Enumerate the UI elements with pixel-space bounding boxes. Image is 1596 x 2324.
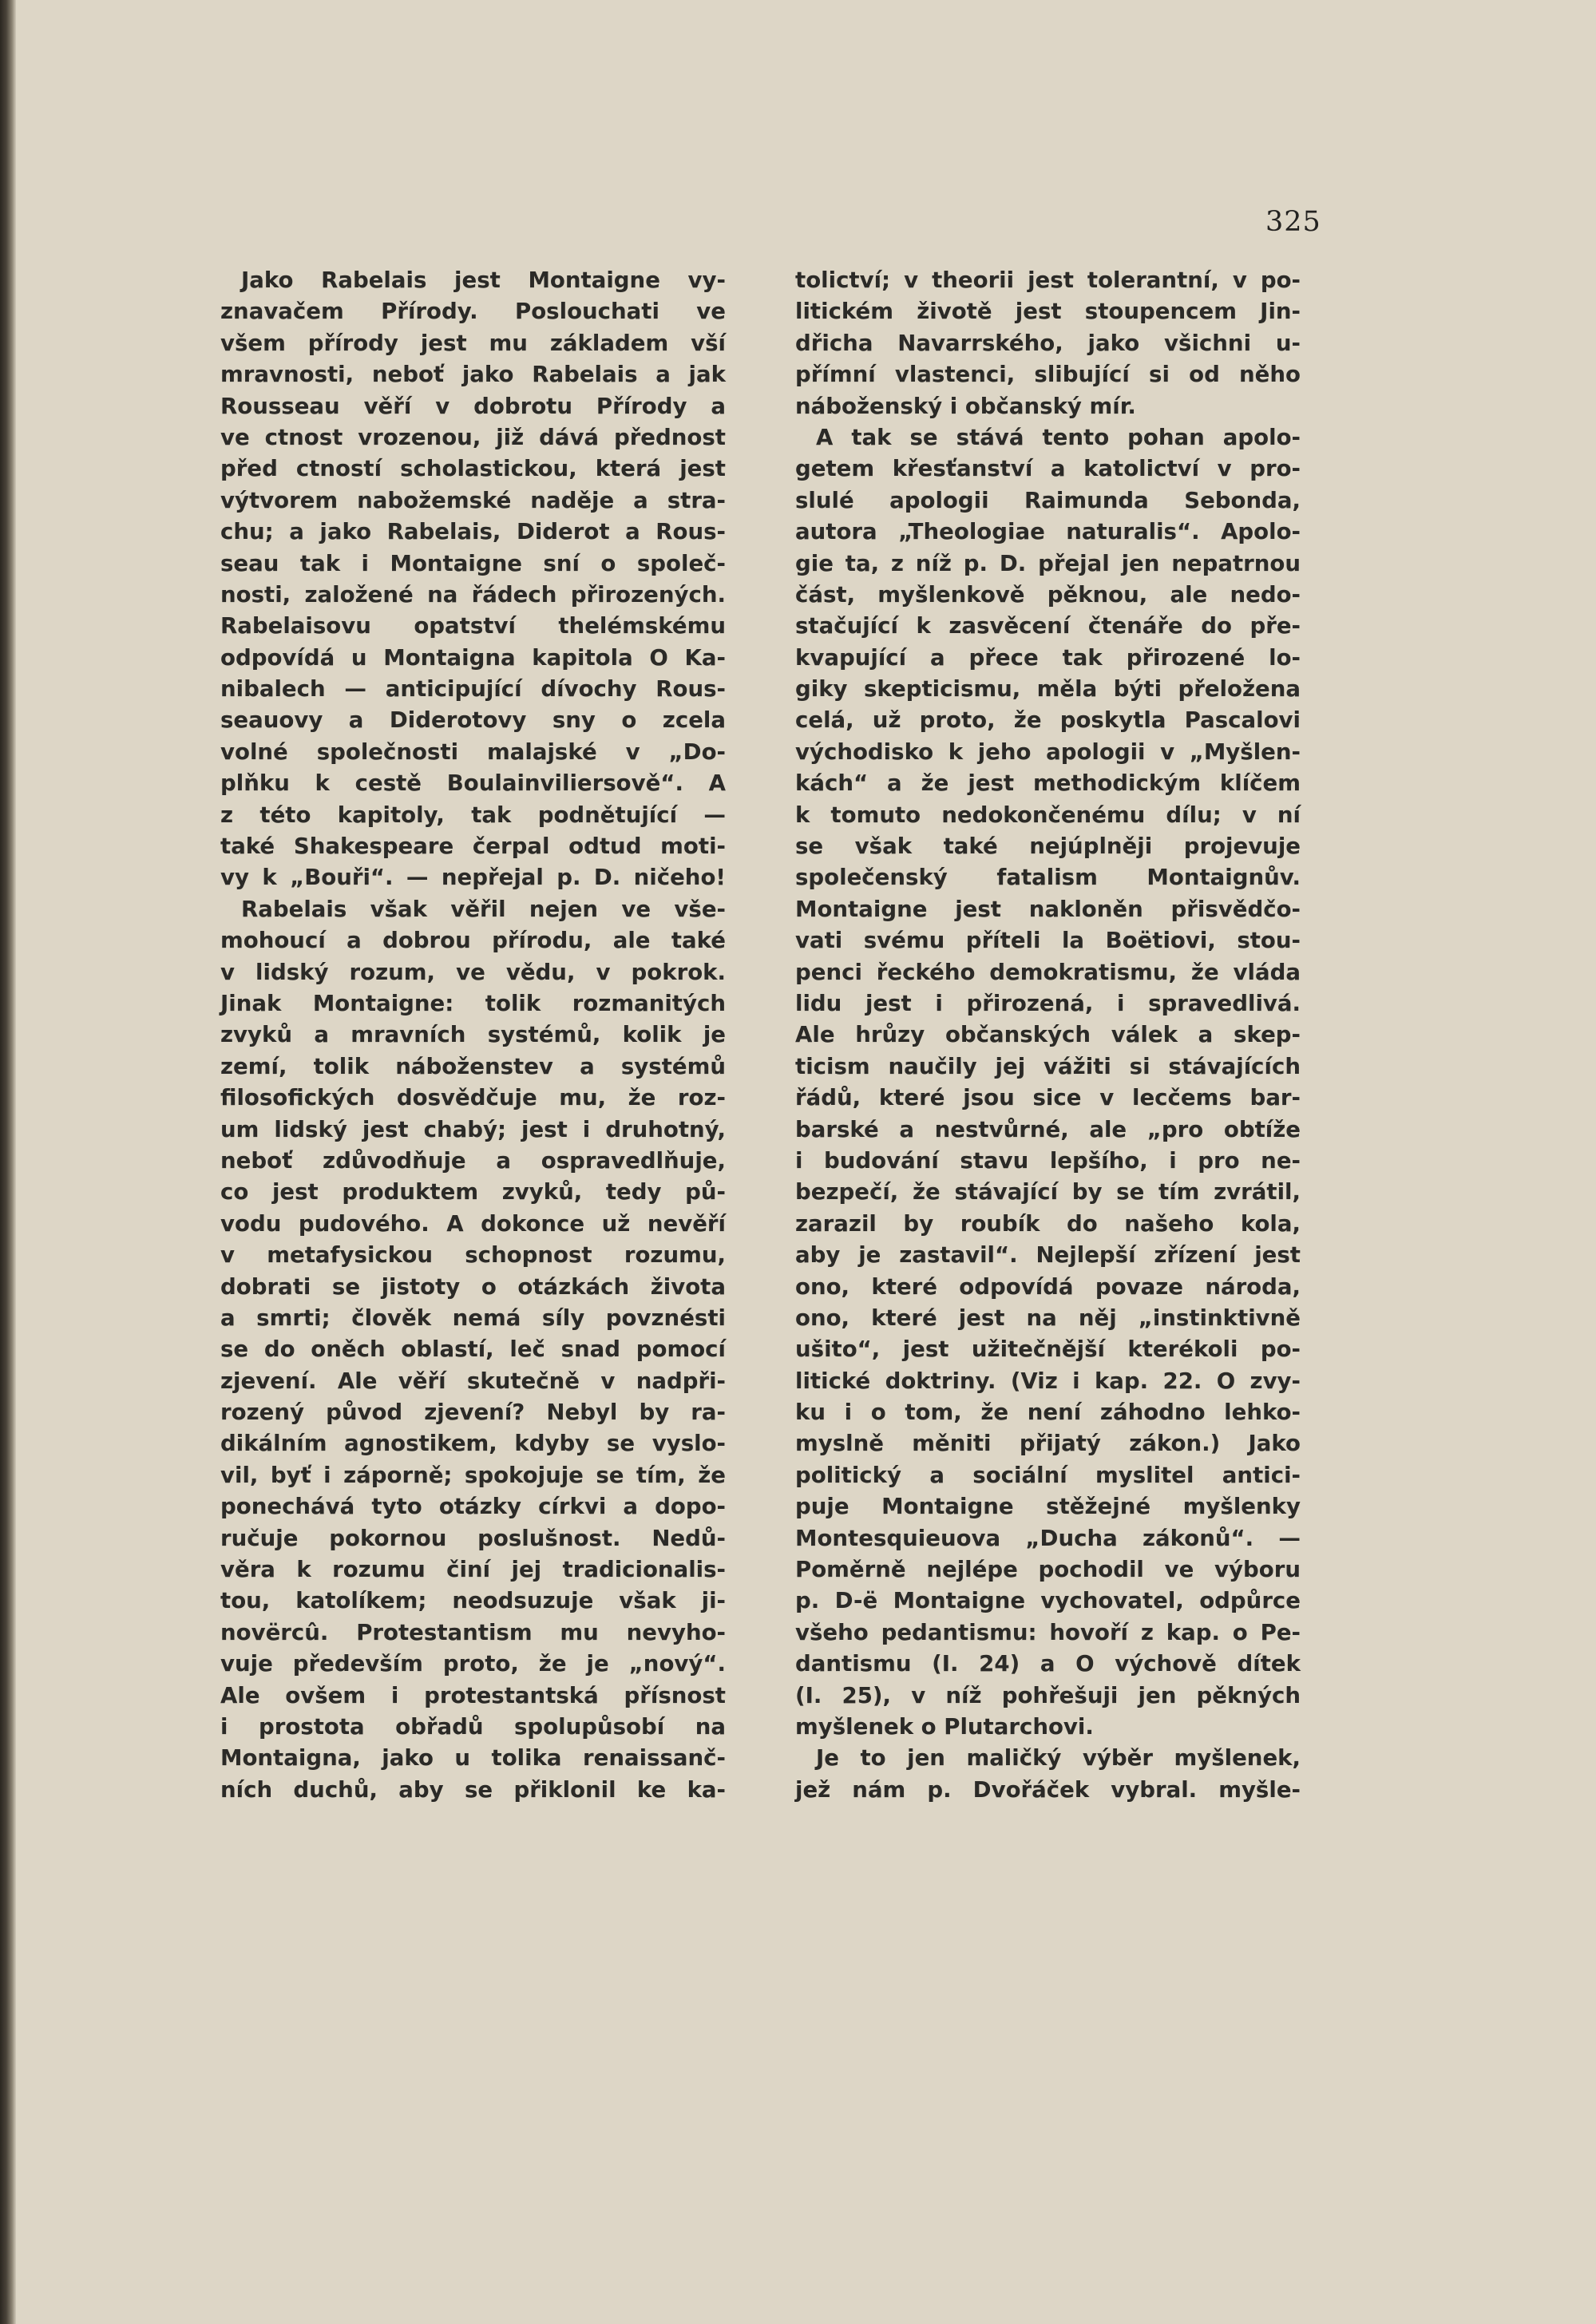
text-line: ono, které jest na něj „instinktivně (795, 1304, 1301, 1331)
text-line: rozený původ zjevení? Nebyl by ra- (220, 1399, 726, 1426)
left-text-column (220, 264, 726, 1805)
text-line: mohoucí a dobrou přírodu, ale také (220, 927, 726, 954)
text-line: ušito“, jest užitečnější kterékoli po- (795, 1336, 1301, 1363)
text-line: vodu pudového. A dokonce už nevěří (220, 1210, 726, 1237)
text-line: věra k rozumu činí jej tradicionalis- (220, 1556, 726, 1583)
text-line: plňku k cestě Boulainviliersově“. A (220, 770, 726, 797)
text-line: Jako Rabelais jest Montaigne vy- (241, 267, 726, 293)
text-line: autora „Theologiae naturalis“. Apolo- (795, 518, 1301, 545)
text-line: politický a sociální myslitel antici- (795, 1461, 1301, 1488)
text-line: volné společnosti malajské v „Do- (220, 738, 726, 765)
text-line: ono, které odpovídá povaze národa, (795, 1273, 1301, 1300)
page-number: 325 (1265, 206, 1321, 238)
text-line: aby je zastavil“. Nejlepší zřízení jest (795, 1241, 1301, 1269)
text-line: i prostota obřadů spolupůsobí na (220, 1712, 726, 1740)
text-line: filosofických dosvědčuje mu, že roz- (220, 1084, 726, 1111)
text-line: také Shakespeare čerpal odtud moti- (220, 833, 726, 860)
text-line: znavačem Přírody. Poslouchati ve (220, 298, 726, 325)
text-line: nosti, založené na řádech přirozených. (220, 580, 726, 608)
text-line: kvapující a přece tak přirozené lo- (795, 643, 1301, 671)
text-line: Montesquieuova „Ducha zákonů“. — (795, 1524, 1301, 1551)
text-line: mravnosti, neboť jako Rabelais a jak (220, 361, 726, 388)
text-line: litické doktriny. (Viz i kap. 22. O zvy- (795, 1367, 1301, 1394)
text-line: ticism naučily jej vážiti si stávajících (795, 1052, 1301, 1079)
text-line: Je to jen maličký výběr myšlenek, (816, 1744, 1301, 1772)
text-line: tolictví; v theorii jest tolerantní, v po- (795, 267, 1301, 293)
text-line: gie ta, z níž p. D. přejal jen nepatrnou (795, 549, 1301, 576)
text-line: východisko k jeho apologii v „Myšlen- (795, 738, 1301, 765)
text-line: penci řeckého demokratismu, že vláda (795, 958, 1301, 985)
text-line: zemí, tolik náboženstev a systémů (220, 1052, 726, 1079)
text-line: Ale ovšem i protestantská přísnost (220, 1681, 726, 1708)
text-line: um lidský jest chabý; jest i druhotný, (220, 1115, 726, 1142)
text-line: řádů, které jsou sice v lecčems bar- (795, 1084, 1301, 1111)
text-line: ku i o tom, že není záhodno lehko- (795, 1399, 1301, 1426)
text-line: chu; a jako Rabelais, Diderot a Rous- (220, 518, 726, 545)
right-text-column (795, 264, 1301, 1805)
text-line: přímní vlastenci, slibující si od něho (795, 361, 1301, 388)
text-line: náboženský i občanský mír. (795, 392, 1136, 419)
text-line: seauovy a Diderotovy sny o zcela (220, 707, 726, 734)
text-line: nibalech — anticipující dívochy Rous- (220, 675, 726, 703)
text-line: Rousseau věří v dobrotu Přírody a (220, 392, 726, 419)
text-line: Rabelais však věřil nejen ve vše- (241, 895, 726, 922)
text-line: bezpečí, že stávající by se tím zvrátil, (795, 1178, 1301, 1206)
book-spine-shadow (0, 0, 16, 2324)
text-line: část, myšlenkově pěknou, ale nedo- (795, 580, 1301, 608)
text-line: v lidský rozum, ve vědu, v pokrok. (220, 958, 726, 985)
text-line: myslně měniti přijatý zákon.) Jako (795, 1430, 1301, 1457)
text-line: vy k „Bouři“. — nepřejal p. D. ničeho! (220, 864, 726, 891)
text-line: vati svému příteli la Boëtiovi, stou- (795, 927, 1301, 954)
text-line: dantismu (I. 24) a O výchově dítek (795, 1650, 1301, 1677)
text-line: se do oněch oblastí, leč snad pomocí (220, 1336, 726, 1363)
text-line: zvyků a mravních systémů, kolik je (220, 1021, 726, 1048)
text-line: ních duchů, aby se přiklonil ke ka- (220, 1776, 726, 1803)
text-line: (I. 25), v níž pohřešuji jen pěkných (795, 1681, 1301, 1708)
text-line: ručuje pokornou poslušnost. Nedů- (220, 1524, 726, 1551)
text-line: co jest produktem zvyků, tedy pů- (220, 1178, 726, 1206)
text-line: vil, byť i záporně; spokojuje se tím, že (220, 1461, 726, 1488)
text-line: litickém životě jest stoupencem Jin- (795, 298, 1301, 325)
text-line: zarazil by roubík do našeho kola, (795, 1210, 1301, 1237)
text-line: vuje především proto, že je „nový“. (220, 1650, 726, 1677)
text-line: jež nám p. Dvořáček vybral. myšle- (795, 1776, 1301, 1803)
text-line: giky skepticismu, měla býti přeložena (795, 675, 1301, 703)
text-line: dobrati se jistoty o otázkách života (220, 1273, 726, 1300)
text-line: celá, už proto, že poskytla Pascalovi (795, 707, 1301, 734)
text-line: všem přírody jest mu základem vší (220, 329, 726, 356)
text-line: odpovídá u Montaigna kapitola O Ka- (220, 643, 726, 671)
text-line: ponechává tyto otázky církvi a dopo- (220, 1493, 726, 1520)
text-line: p. D-ë Montaigne vychovatel, odpůrce (795, 1587, 1301, 1614)
text-line: v metafysickou schopnost rozumu, (220, 1241, 726, 1269)
text-line: A tak se stává tento pohan apolo- (816, 423, 1301, 450)
text-line: novërcû. Protestantism mu nevyho- (220, 1618, 726, 1645)
text-line: lidu jest i přirozená, i spravedlivá. (795, 989, 1301, 1016)
text-line: Rabelaisovu opatství thelémskému (220, 612, 726, 639)
text-line: i budování stavu lepšího, i pro ne- (795, 1146, 1301, 1174)
text-line: ve ctnost vrozenou, již dává přednost (220, 423, 726, 450)
text-line: a smrti; člověk nemá síly povznésti (220, 1304, 726, 1331)
text-line: Montaigna, jako u tolika renaissanč- (220, 1744, 726, 1772)
text-line: neboť zdůvodňuje a ospravedlňuje, (220, 1146, 726, 1174)
text-line: společenský fatalism Montaignův. (795, 864, 1301, 891)
text-line: všeho pedantismu: hovoří z kap. o Pe- (795, 1618, 1301, 1645)
text-line: výtvorem nabožemské naděje a stra- (220, 486, 726, 513)
text-line: zjevení. Ale věří skutečně v nadpři- (220, 1367, 726, 1394)
text-line: z této kapitoly, tak podnětující — (220, 801, 726, 828)
text-line: Jinak Montaigne: tolik rozmanitých (220, 989, 726, 1016)
text-line: kách“ a že jest methodickým klíčem (795, 770, 1301, 797)
text-line: Poměrně nejlépe pochodil ve výboru (795, 1556, 1301, 1583)
text-line: se však také nejúplněji projevuje (795, 833, 1301, 860)
text-line: puje Montaigne stěžejné myšlenky (795, 1493, 1301, 1520)
text-line: k tomuto nedokončenému dílu; v ní (795, 801, 1301, 828)
text-line: dikálním agnostikem, kdyby se vyslo- (220, 1430, 726, 1457)
text-line: dřicha Navarrského, jako všichni u- (795, 329, 1301, 356)
text-line: seau tak i Montaigne sní o společ- (220, 549, 726, 576)
text-line: tou, katolíkem; neodsuzuje však ji- (220, 1587, 726, 1614)
text-line: slulé apologii Raimunda Sebonda, (795, 486, 1301, 513)
text-line: Montaigne jest nakloněn přisvědčo- (795, 895, 1301, 922)
text-line: stačující k zasvěcení čtenáře do pře- (795, 612, 1301, 639)
text-line: barské a nestvůrné, ale „pro obtíže (795, 1115, 1301, 1142)
text-line: před ctností scholastickou, která jest (220, 455, 726, 482)
text-line: Ale hrůzy občanských válek a skep- (795, 1021, 1301, 1048)
text-line: myšlenek o Plutarchovi. (795, 1712, 1094, 1740)
text-line: getem křesťanství a katolictví v pro- (795, 455, 1301, 482)
